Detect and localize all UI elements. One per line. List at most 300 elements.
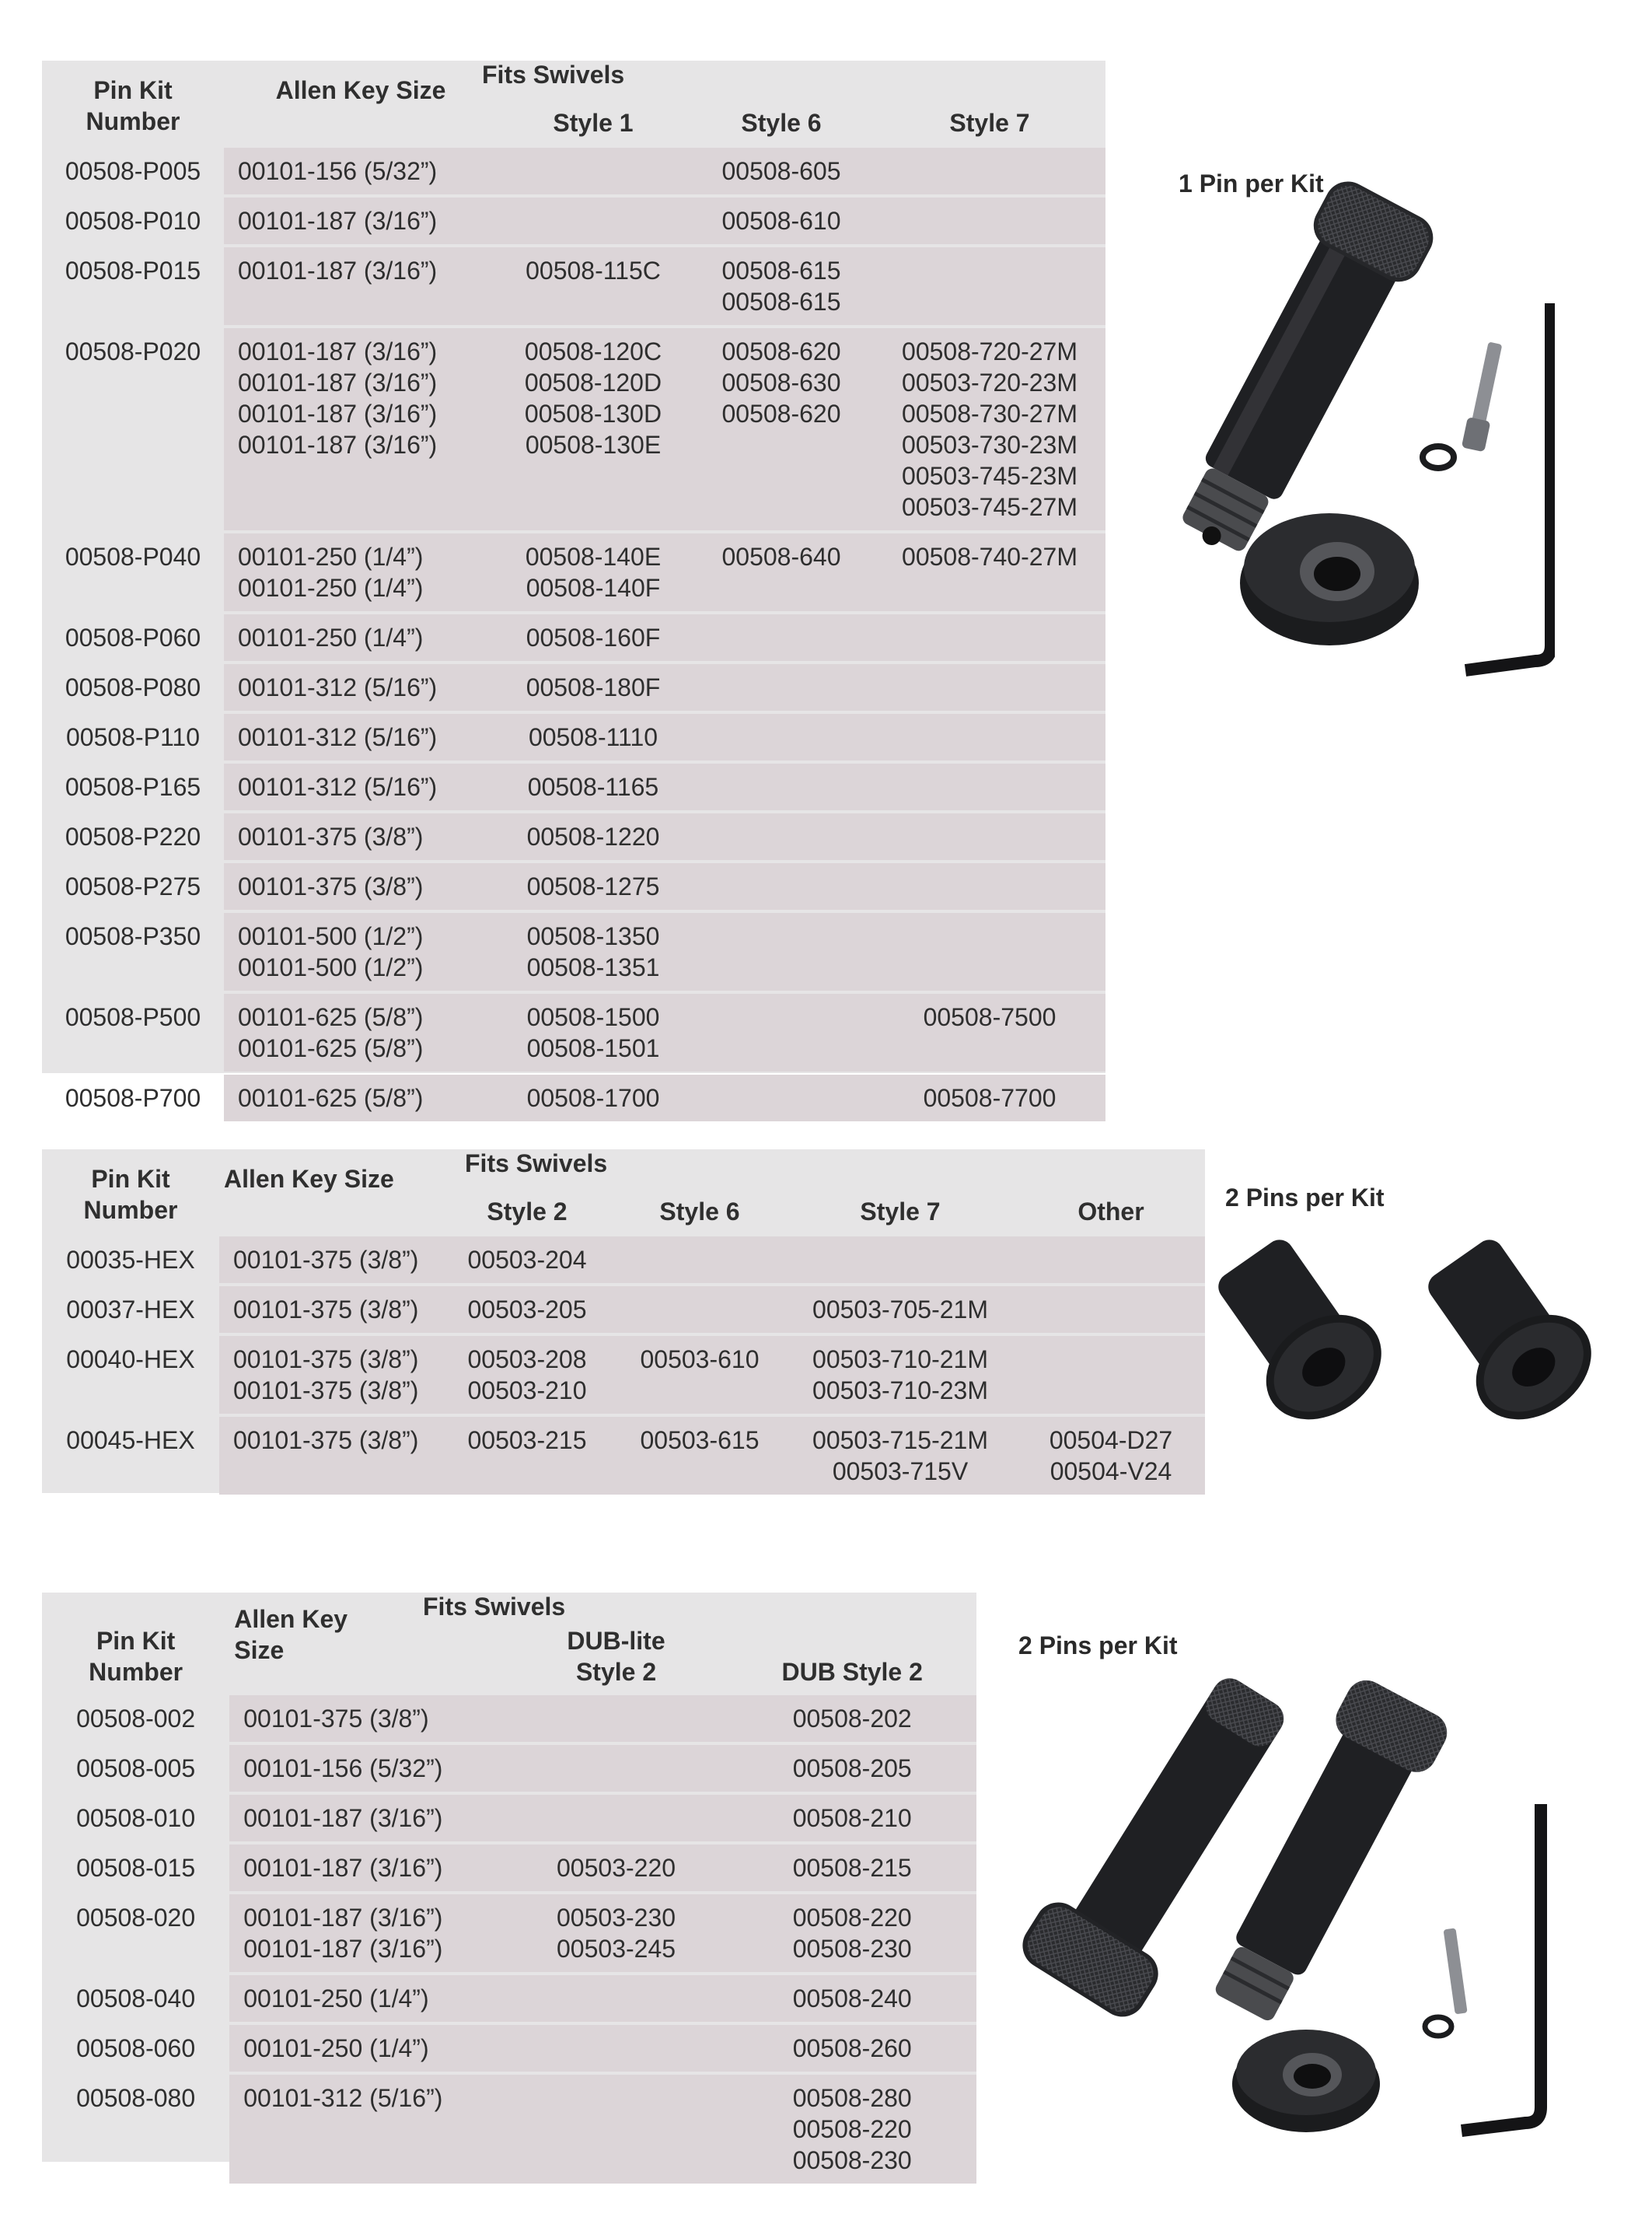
- hex-pin-pair-photo: [1213, 1221, 1617, 1431]
- cell-line: 00101-625 (5/8”): [238, 1034, 424, 1062]
- cell-pin-kit-number: [42, 1745, 229, 1792]
- cell-line: 00508-605: [721, 157, 841, 185]
- table-row: [42, 148, 1105, 194]
- cell-line: 00508-120C: [524, 337, 662, 365]
- cell-line: 00101-250 (1/4”): [243, 1984, 429, 2012]
- cell-pin-kit-number: [42, 994, 224, 1072]
- header-other: Other: [1077, 1198, 1144, 1226]
- cell-style-7: [874, 1075, 1105, 1121]
- header-allen-key-size: Allen Key Size: [224, 1165, 394, 1193]
- cell-style-1: [498, 198, 689, 244]
- cell-style-1: [498, 328, 689, 530]
- cell-line: 00508-260: [792, 2034, 912, 2062]
- cell-allen-key: [224, 148, 498, 194]
- cell-line: 00101-312 (5/16”): [238, 773, 438, 801]
- cell-line: 00508-210: [792, 1804, 912, 1832]
- cell-style-6: [689, 1075, 874, 1121]
- cell-line: 00503-745-23M: [902, 462, 1077, 490]
- table-row: [42, 714, 1105, 761]
- cell-style-1: [498, 863, 689, 910]
- cell-line: 00503-210: [467, 1376, 587, 1404]
- table-row: [42, 813, 1105, 860]
- cell-style-7: [874, 913, 1105, 991]
- cell-style-6: [689, 813, 874, 860]
- cell-allen-key: [229, 1975, 504, 2022]
- cell-line: 00508-1351: [526, 953, 660, 981]
- cell-allen-key: [224, 247, 498, 325]
- cell-style-6: [616, 1417, 784, 1495]
- cell-style-2: [438, 1286, 616, 1333]
- cell-dub-style-2: [728, 2025, 976, 2072]
- cell-line: 00101-250 (1/4”): [238, 624, 424, 652]
- cell-other: [1017, 1286, 1205, 1333]
- cell-allen-key: [229, 1845, 504, 1891]
- cell-line: 00101-187 (3/16”): [238, 207, 438, 235]
- cell-pin-kit-number: [42, 1845, 229, 1891]
- cell-style-1: [498, 813, 689, 860]
- cell-pin-kit-number: [42, 247, 224, 325]
- cell-line: 00508-P060: [65, 624, 201, 652]
- cell-style-2: [438, 1336, 616, 1414]
- cell-pin-kit-number: [42, 1336, 219, 1414]
- cell-line: 00045-HEX: [66, 1426, 195, 1454]
- cell-style-1: [498, 614, 689, 661]
- cell-line: 00508-P700: [65, 1084, 201, 1112]
- cell-pin-kit-number: [42, 1975, 229, 2022]
- cell-style-6: [689, 664, 874, 711]
- cell-style-6: [689, 614, 874, 661]
- cell-line: 00508-120D: [524, 369, 662, 397]
- cell-line: 00508-7500: [923, 1003, 1057, 1031]
- table-row: [42, 1894, 976, 1972]
- header-allen-key-size: Allen Key Size: [234, 1605, 348, 1664]
- cell-line: 00101-375 (3/8”): [233, 1296, 419, 1324]
- cell-line: 00101-625 (5/8”): [238, 1003, 424, 1031]
- cell-dub-lite-style-2: [505, 1795, 728, 1841]
- fits-swivels-label: Fits Swivels: [482, 61, 625, 89]
- table-row: [42, 247, 1105, 325]
- cell-style-6: [689, 913, 874, 991]
- cell-pin-kit-number: [42, 764, 224, 810]
- cell-line: 00508-005: [76, 1754, 196, 1782]
- table: [42, 61, 1105, 1124]
- kit-label-1-pin: 1 Pin per Kit: [1179, 170, 1324, 198]
- kit-label-2-pins-hex: 2 Pins per Kit: [1225, 1184, 1385, 1212]
- cell-line: 00508-010: [76, 1804, 196, 1832]
- cell-line: 00508-P040: [65, 543, 201, 571]
- cell-allen-key: [224, 198, 498, 244]
- table-row: [42, 664, 1105, 711]
- cell-dub-lite-style-2: [505, 1695, 728, 1742]
- cell-allen-key: [224, 533, 498, 611]
- cell-line: 00503-208: [467, 1345, 587, 1373]
- cell-allen-key: [219, 1336, 438, 1414]
- cell-pin-kit-number: [42, 198, 224, 244]
- cell-allen-key: [224, 764, 498, 810]
- cell-line: 00037-HEX: [66, 1296, 195, 1324]
- header-style-7: Style 7: [860, 1198, 941, 1226]
- table-row: [42, 533, 1105, 611]
- cell-line: 00508-615: [721, 257, 841, 285]
- cell-line: 00503-720-23M: [902, 369, 1077, 397]
- cell-pin-kit-number: [42, 1695, 229, 1742]
- cell-line: 00508-1700: [526, 1084, 660, 1112]
- table-row: [42, 913, 1105, 991]
- cell-line: 00508-P165: [65, 773, 201, 801]
- cell-line: 00508-220: [792, 2115, 912, 2143]
- cell-line: 00508-040: [76, 1984, 196, 2012]
- cell-pin-kit-number: [42, 614, 224, 661]
- cell-pin-kit-number: [42, 813, 224, 860]
- cell-allen-key: [224, 863, 498, 910]
- cell-line: 00101-625 (5/8”): [238, 1084, 424, 1112]
- cell-line: 00508-1110: [528, 723, 658, 751]
- cell-line: 00503-230: [557, 1904, 676, 1932]
- cell-line: 00101-312 (5/16”): [238, 723, 438, 751]
- cell-style-6: [616, 1236, 784, 1283]
- cell-dub-style-2: [728, 1845, 976, 1891]
- cell-line: 00101-187 (3/16”): [243, 1935, 443, 1963]
- table-row: [42, 328, 1105, 530]
- table-row: [42, 994, 1105, 1072]
- header-allen-key-size: Allen Key Size: [275, 76, 446, 104]
- cell-line: 00101-375 (3/8”): [233, 1376, 419, 1404]
- cell-dub-style-2: [728, 2075, 976, 2184]
- cell-line: 00101-156 (5/32”): [238, 157, 438, 185]
- cell-line: 00040-HEX: [66, 1345, 195, 1373]
- cell-line: 00101-187 (3/16”): [243, 1854, 443, 1882]
- cell-line: 00508-620: [721, 400, 841, 428]
- cell-line: 00508-002: [76, 1705, 196, 1733]
- cell-line: 00508-P275: [65, 872, 201, 900]
- cell-line: 00101-250 (1/4”): [243, 2034, 429, 2062]
- cell-line: 00101-187 (3/16”): [238, 431, 438, 459]
- header-dub-style-2: DUB Style 2: [781, 1658, 923, 1686]
- cell-pin-kit-number: [42, 533, 224, 611]
- cell-style-6: [689, 764, 874, 810]
- cell-allen-key: [219, 1286, 438, 1333]
- cell-style-7: [874, 764, 1105, 810]
- cell-line: 00503-710-23M: [812, 1376, 988, 1404]
- dub-pin-pair-photo: [1003, 1649, 1547, 2138]
- cell-line: 00508-P080: [65, 673, 201, 701]
- cell-allen-key: [224, 714, 498, 761]
- cell-allen-key: [224, 913, 498, 991]
- cell-line: 00508-060: [76, 2034, 196, 2062]
- pin-kit-table-dub: [42, 1593, 976, 2174]
- table-body: [42, 1236, 1205, 1495]
- cell-line: 00508-640: [721, 543, 841, 571]
- table-row: [42, 1236, 1205, 1283]
- cell-style-6: [689, 994, 874, 1072]
- cell-style-1: [498, 764, 689, 810]
- cell-line: 00508-615: [721, 288, 841, 316]
- cell-line: 00508-P010: [65, 207, 201, 235]
- cell-style-7: [874, 994, 1105, 1072]
- cell-allen-key: [219, 1417, 438, 1495]
- cell-allen-key: [224, 328, 498, 530]
- cell-style-1: [498, 247, 689, 325]
- cell-line: 00508-740-27M: [902, 543, 1077, 571]
- cell-line: 00503-215: [467, 1426, 587, 1454]
- cell-other: [1017, 1236, 1205, 1283]
- cell-pin-kit-number: [42, 1075, 224, 1121]
- cell-line: 00503-715-21M: [812, 1426, 988, 1454]
- cell-line: 00504-D27: [1049, 1426, 1173, 1454]
- header-style-6: Style 6: [659, 1198, 740, 1226]
- cell-line: 00508-P005: [65, 157, 201, 185]
- cell-dub-style-2: [728, 1695, 976, 1742]
- cell-line: 00101-187 (3/16”): [238, 337, 438, 365]
- cell-line: 00508-1500: [526, 1003, 660, 1031]
- cell-style-1: [498, 913, 689, 991]
- cell-pin-kit-number: [42, 2075, 229, 2184]
- cell-line: 00508-220: [792, 1904, 912, 1932]
- cell-line: 00503-730-23M: [902, 431, 1077, 459]
- cell-style-7: [784, 1236, 1017, 1283]
- cell-line: 00508-1350: [526, 922, 660, 950]
- cell-line: 00101-375 (3/8”): [233, 1426, 419, 1454]
- cell-line: 00101-187 (3/16”): [238, 400, 438, 428]
- cell-line: 00508-130D: [524, 400, 662, 428]
- cell-pin-kit-number: [42, 863, 224, 910]
- cell-allen-key: [224, 1075, 498, 1121]
- cell-line: 00508-620: [721, 337, 841, 365]
- cell-style-7: [874, 198, 1105, 244]
- cell-style-6: [616, 1336, 784, 1414]
- cell-line: 00508-1275: [526, 872, 660, 900]
- table-row: [42, 1075, 1105, 1121]
- cell-allen-key: [229, 2075, 504, 2184]
- cell-line: 00508-240: [792, 1984, 912, 2012]
- header-dub-lite-style-2: DUB-lite Style 2: [567, 1627, 665, 1686]
- cell-allen-key: [224, 813, 498, 860]
- cell-line: 00508-7700: [923, 1084, 1057, 1112]
- cell-allen-key: [219, 1236, 438, 1283]
- cell-style-6: [689, 198, 874, 244]
- cell-line: 00508-630: [721, 369, 841, 397]
- cell-line: 00035-HEX: [66, 1246, 195, 1274]
- cell-allen-key: [224, 614, 498, 661]
- cell-style-7: [784, 1286, 1017, 1333]
- cell-line: 00508-1165: [527, 773, 659, 801]
- cell-pin-kit-number: [42, 2025, 229, 2072]
- cell-line: 00508-230: [792, 1935, 912, 1963]
- table-row: [42, 1336, 1205, 1414]
- cell-style-2: [438, 1236, 616, 1283]
- cell-line: 00508-202: [792, 1705, 912, 1733]
- cell-style-1: [498, 664, 689, 711]
- cell-line: 00101-312 (5/16”): [238, 673, 438, 701]
- cell-other: [1017, 1417, 1205, 1495]
- table-row: [42, 2025, 976, 2072]
- cell-dub-lite-style-2: [505, 1845, 728, 1891]
- table-row: [42, 764, 1105, 810]
- table: [42, 1593, 976, 2187]
- cell-style-7: [874, 247, 1105, 325]
- header-pin-kit-number: Pin Kit Number: [86, 76, 180, 135]
- table-row: [42, 2075, 976, 2184]
- cell-pin-kit-number: [42, 1795, 229, 1841]
- cell-pin-kit-number: [42, 1894, 229, 1972]
- cell-style-6: [689, 328, 874, 530]
- fits-swivels-label: Fits Swivels: [465, 1149, 608, 1177]
- cell-style-6: [689, 714, 874, 761]
- cell-line: 00508-P020: [65, 337, 201, 365]
- cell-style-6: [689, 533, 874, 611]
- cell-line: 00508-P110: [66, 723, 200, 751]
- cell-line: 00508-1501: [526, 1034, 660, 1062]
- table-row: [42, 1745, 976, 1792]
- cell-allen-key: [224, 994, 498, 1072]
- cell-style-7: [874, 533, 1105, 611]
- cell-line: 00101-375 (3/8”): [233, 1246, 419, 1274]
- cell-line: 00508-130E: [525, 431, 662, 459]
- cell-line: 00508-180F: [526, 673, 661, 701]
- cell-line: 00508-280: [792, 2084, 912, 2112]
- kit-label-2-pins-dub: 2 Pins per Kit: [1018, 1631, 1178, 1659]
- cell-pin-kit-number: [42, 1286, 219, 1333]
- cell-line: 00503-615: [640, 1426, 760, 1454]
- cell-line: 00504-V24: [1050, 1457, 1172, 1485]
- cell-line: 00101-312 (5/16”): [243, 2084, 443, 2112]
- cell-line: 00101-250 (1/4”): [238, 543, 424, 571]
- cell-dub-lite-style-2: [505, 1894, 728, 1972]
- cell-line: 00503-245: [557, 1935, 676, 1963]
- cell-allen-key: [229, 1695, 504, 1742]
- cell-line: 00508-230: [792, 2146, 912, 2174]
- cell-line: 00101-187 (3/16”): [238, 369, 438, 397]
- cell-pin-kit-number: [42, 1236, 219, 1283]
- cell-pin-kit-number: [42, 664, 224, 711]
- cell-style-1: [498, 994, 689, 1072]
- cell-line: 00508-215: [792, 1854, 912, 1882]
- cell-line: 00503-610: [640, 1345, 760, 1373]
- cell-style-1: [498, 533, 689, 611]
- header-pin-kit-number: Pin Kit Number: [89, 1627, 183, 1686]
- pin-kit-table-hex: [42, 1149, 1205, 1493]
- cell-pin-kit-number: [42, 1417, 219, 1495]
- cell-line: 00101-500 (1/2”): [238, 922, 424, 950]
- cell-dub-style-2: [728, 1745, 976, 1792]
- cell-style-1: [498, 714, 689, 761]
- cell-line: 00508-P220: [65, 823, 201, 851]
- cell-allen-key: [229, 2025, 504, 2072]
- table-body: [42, 1695, 976, 2184]
- cell-line: 00508-140F: [526, 574, 661, 602]
- cell-dub-style-2: [728, 1894, 976, 1972]
- header-style-2: Style 2: [487, 1198, 568, 1226]
- cell-style-7: [874, 664, 1105, 711]
- cell-line: 00101-375 (3/8”): [243, 1705, 429, 1733]
- cell-pin-kit-number: [42, 328, 224, 530]
- table-body: [42, 148, 1105, 1121]
- cell-style-1: [498, 148, 689, 194]
- cell-line: 00508-P015: [65, 257, 201, 285]
- fits-swivels-label: Fits Swivels: [423, 1593, 566, 1621]
- cell-style-1: [498, 1075, 689, 1121]
- cell-style-7: [874, 813, 1105, 860]
- cell-line: 00508-720-27M: [902, 337, 1077, 365]
- table-row: [42, 1975, 976, 2022]
- cell-dub-lite-style-2: [505, 2025, 728, 2072]
- cell-dub-style-2: [728, 1795, 976, 1841]
- cell-line: 00508-205: [792, 1754, 912, 1782]
- cell-line: 00503-715V: [832, 1457, 969, 1485]
- cell-other: [1017, 1336, 1205, 1414]
- header-pin-kit-number: Pin Kit Number: [83, 1165, 178, 1224]
- cell-style-7: [874, 614, 1105, 661]
- table-row: [42, 863, 1105, 910]
- pin-kit-table-style-1-6-7: [42, 61, 1105, 1112]
- cell-line: 00503-205: [467, 1296, 587, 1324]
- cell-line: 00508-080: [76, 2084, 196, 2112]
- cell-line: 00508-P350: [65, 922, 201, 950]
- cell-dub-style-2: [728, 1975, 976, 2022]
- cell-line: 00508-1220: [526, 823, 660, 851]
- table-row: [42, 1286, 1205, 1333]
- table: [42, 1149, 1205, 1498]
- cell-line: 00101-187 (3/16”): [243, 1804, 443, 1832]
- cell-line: 00508-140E: [525, 543, 662, 571]
- cell-line: 00508-015: [76, 1854, 196, 1882]
- cell-line: 00101-375 (3/8”): [238, 872, 424, 900]
- header-style-7: Style 7: [949, 109, 1030, 137]
- cell-style-6: [616, 1286, 784, 1333]
- table-row: [42, 1417, 1205, 1495]
- cell-line: 00101-187 (3/16”): [238, 257, 438, 285]
- cell-allen-key: [229, 1745, 504, 1792]
- cell-allen-key: [224, 664, 498, 711]
- cell-line: 00508-P500: [65, 1003, 201, 1031]
- cell-style-7: [874, 863, 1105, 910]
- table-row: [42, 1795, 976, 1841]
- table-row: [42, 198, 1105, 244]
- cell-line: 00503-220: [557, 1854, 676, 1882]
- cell-line: 00503-710-21M: [812, 1345, 988, 1373]
- table-row: [42, 1845, 976, 1891]
- header-style-1: Style 1: [553, 109, 634, 137]
- cell-line: 00508-730-27M: [902, 400, 1077, 428]
- cell-line: 00101-500 (1/2”): [238, 953, 424, 981]
- cell-style-6: [689, 148, 874, 194]
- cell-style-6: [689, 247, 874, 325]
- cell-line: 00508-115C: [526, 257, 661, 285]
- cell-line: 00101-375 (3/8”): [233, 1345, 419, 1373]
- cell-style-6: [689, 863, 874, 910]
- cell-style-7: [874, 714, 1105, 761]
- cell-pin-kit-number: [42, 148, 224, 194]
- cell-line: 00503-745-27M: [902, 493, 1077, 521]
- cell-line: 00508-160F: [526, 624, 661, 652]
- cell-line: 00503-204: [467, 1246, 587, 1274]
- cell-dub-lite-style-2: [505, 1975, 728, 2022]
- cell-line: 00101-156 (5/32”): [243, 1754, 443, 1782]
- cell-style-7: [784, 1417, 1017, 1495]
- cell-line: 00101-250 (1/4”): [238, 574, 424, 602]
- cell-pin-kit-number: [42, 714, 224, 761]
- single-pin-kit-photo: [1151, 148, 1555, 692]
- cell-line: 00503-705-21M: [812, 1296, 988, 1324]
- cell-allen-key: [229, 1894, 504, 1972]
- cell-allen-key: [229, 1795, 504, 1841]
- cell-pin-kit-number: [42, 913, 224, 991]
- cell-line: 00508-610: [721, 207, 841, 235]
- cell-style-7: [874, 148, 1105, 194]
- cell-style-7: [874, 328, 1105, 530]
- cell-line: 00508-020: [76, 1904, 196, 1932]
- cell-style-2: [438, 1417, 616, 1495]
